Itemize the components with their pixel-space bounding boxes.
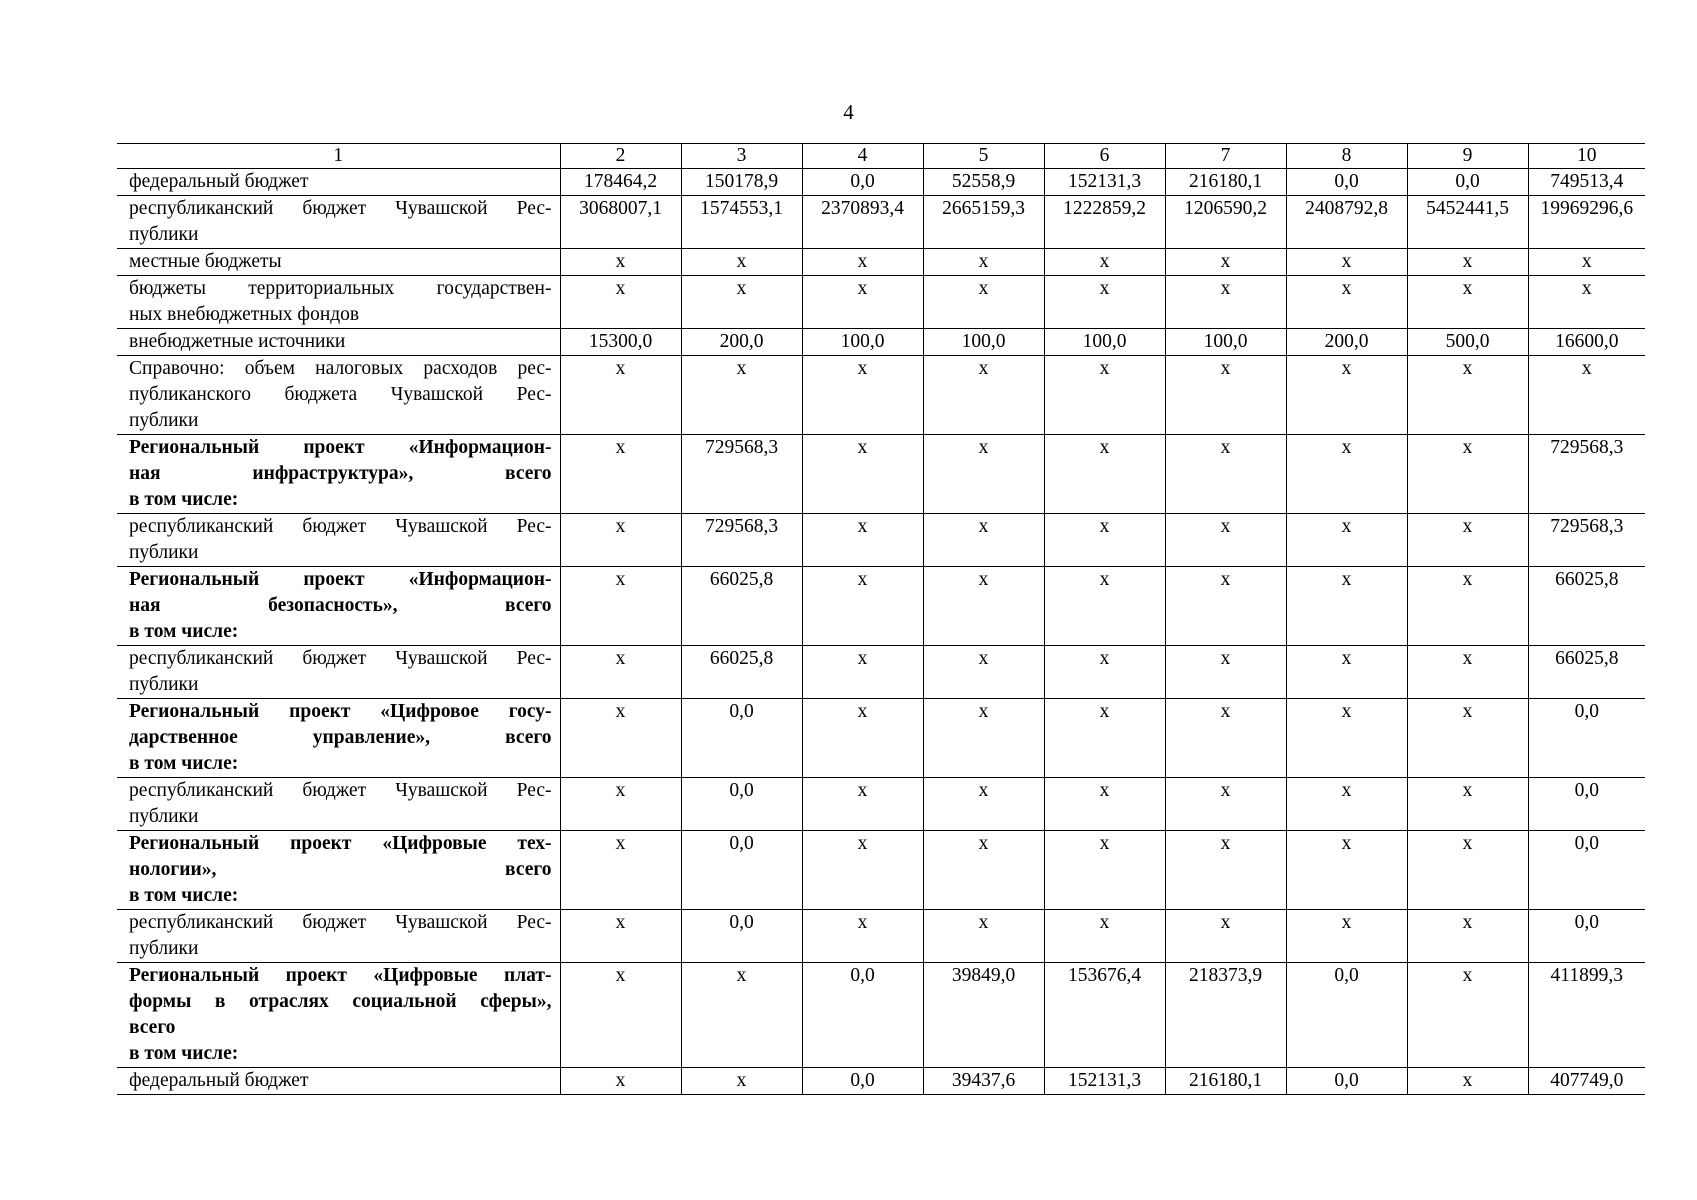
cell-col-6: 100,0	[1044, 329, 1165, 356]
cell-col-3: 66025,8	[681, 646, 802, 699]
table-row	[117, 646, 1645, 699]
cell-col-2: x	[560, 276, 681, 329]
row-label-line: бюджеты территориальных государствен-	[129, 278, 552, 299]
cell-col-5: x	[923, 435, 1044, 514]
cell-col-2: 3068007,1	[560, 196, 681, 249]
cell-col-8: x	[1286, 778, 1407, 831]
cell-col-6: x	[1044, 356, 1165, 435]
row-label-line: Региональный проект «Информацион-	[129, 569, 552, 590]
column-header-3: 3	[681, 144, 802, 169]
table-row	[117, 196, 1645, 249]
cell-col-6: x	[1044, 778, 1165, 831]
cell-col-6: x	[1044, 249, 1165, 276]
cell-col-9: x	[1407, 514, 1528, 567]
row-label	[117, 169, 560, 196]
cell-col-7: 216180,1	[1165, 169, 1286, 196]
cell-col-5: x	[923, 699, 1044, 778]
cell-col-6: 1222859,2	[1044, 196, 1165, 249]
cell-col-3: 0,0	[681, 699, 802, 778]
cell-col-2: x	[560, 646, 681, 699]
cell-col-8: x	[1286, 910, 1407, 963]
table-row	[117, 435, 1645, 514]
cell-col-7: x	[1165, 831, 1286, 910]
cell-col-8: 2408792,8	[1286, 196, 1407, 249]
row-label-line: Региональный проект «Информацион-	[129, 437, 552, 458]
cell-col-10: 411899,3	[1528, 963, 1645, 1068]
row-label	[117, 963, 560, 1068]
row-label-line: формы в отраслях социальной сферы»,	[129, 991, 552, 1012]
cell-col-2: 15300,0	[560, 329, 681, 356]
cell-col-10: x	[1528, 249, 1645, 276]
cell-col-9: x	[1407, 910, 1528, 963]
cell-col-10: 0,0	[1528, 910, 1645, 963]
column-header-10: 10	[1528, 144, 1645, 169]
cell-col-10: 749513,4	[1528, 169, 1645, 196]
row-label-line: публики	[129, 674, 199, 695]
row-label-line: в том числе:	[129, 753, 239, 774]
cell-col-4: x	[802, 778, 923, 831]
cell-col-7: 216180,1	[1165, 1068, 1286, 1095]
cell-col-7: x	[1165, 646, 1286, 699]
cell-col-2: x	[560, 831, 681, 910]
cell-col-3: x	[681, 963, 802, 1068]
cell-col-9: x	[1407, 435, 1528, 514]
table-body	[117, 144, 1645, 1095]
table-row	[117, 778, 1645, 831]
cell-col-7: 100,0	[1165, 329, 1286, 356]
cell-col-10: x	[1528, 356, 1645, 435]
row-label-line: ная инфраструктура», всего	[129, 463, 552, 484]
row-label	[117, 699, 560, 778]
row-label	[117, 910, 560, 963]
cell-col-3: 0,0	[681, 831, 802, 910]
cell-col-9: 5452441,5	[1407, 196, 1528, 249]
cell-col-2: 178464,2	[560, 169, 681, 196]
cell-col-5: x	[923, 276, 1044, 329]
cell-col-2: x	[560, 567, 681, 646]
cell-col-2: x	[560, 435, 681, 514]
row-label-line: публики	[129, 410, 199, 431]
cell-col-10: 729568,3	[1528, 435, 1645, 514]
column-header-8: 8	[1286, 144, 1407, 169]
cell-col-8: 0,0	[1286, 963, 1407, 1068]
row-label-line: публики	[129, 938, 199, 959]
cell-col-4: x	[802, 435, 923, 514]
table-row	[117, 1068, 1645, 1095]
cell-col-6: x	[1044, 699, 1165, 778]
row-label-line: в том числе:	[129, 1043, 239, 1064]
row-label	[117, 778, 560, 831]
row-label-line: всего	[129, 1017, 176, 1038]
cell-col-8: 0,0	[1286, 1068, 1407, 1095]
cell-col-5: x	[923, 356, 1044, 435]
row-label-line: публиканского бюджета Чувашской Рес-	[129, 384, 552, 405]
cell-col-10: 66025,8	[1528, 646, 1645, 699]
row-label-line: публики	[129, 224, 199, 245]
table-row	[117, 567, 1645, 646]
row-label	[117, 435, 560, 514]
column-header-6: 6	[1044, 144, 1165, 169]
cell-col-9: 0,0	[1407, 169, 1528, 196]
cell-col-2: x	[560, 514, 681, 567]
cell-col-6: 153676,4	[1044, 963, 1165, 1068]
cell-col-4: x	[802, 276, 923, 329]
cell-col-8: x	[1286, 276, 1407, 329]
cell-col-4: 0,0	[802, 169, 923, 196]
column-header-2: 2	[560, 144, 681, 169]
cell-col-9: x	[1407, 276, 1528, 329]
row-label-line: республиканский бюджет Чувашской Рес-	[129, 912, 552, 933]
cell-col-2: x	[560, 778, 681, 831]
cell-col-5: x	[923, 567, 1044, 646]
table-row	[117, 276, 1645, 329]
cell-col-8: x	[1286, 646, 1407, 699]
row-label-line: публики	[129, 806, 199, 827]
cell-col-10: 0,0	[1528, 778, 1645, 831]
cell-col-2: x	[560, 356, 681, 435]
table-row	[117, 356, 1645, 435]
cell-col-8: 200,0	[1286, 329, 1407, 356]
cell-col-4: x	[802, 514, 923, 567]
table-row	[117, 249, 1645, 276]
cell-col-5: x	[923, 249, 1044, 276]
row-label	[117, 356, 560, 435]
row-label-line: Справочно: объем налоговых расходов рес-	[129, 358, 552, 379]
row-label-line: местные бюджеты	[129, 251, 282, 272]
cell-col-5: 39437,6	[923, 1068, 1044, 1095]
cell-col-4: x	[802, 356, 923, 435]
table-row	[117, 329, 1645, 356]
cell-col-3: x	[681, 276, 802, 329]
row-label-line: ных внебюджетных фондов	[129, 304, 360, 325]
cell-col-5: 52558,9	[923, 169, 1044, 196]
cell-col-10: x	[1528, 276, 1645, 329]
row-label-line: республиканский бюджет Чувашской Рес-	[129, 198, 552, 219]
cell-col-7: x	[1165, 356, 1286, 435]
cell-col-4: x	[802, 567, 923, 646]
cell-col-5: 100,0	[923, 329, 1044, 356]
cell-col-6: x	[1044, 646, 1165, 699]
cell-col-2: x	[560, 963, 681, 1068]
cell-col-3: 729568,3	[681, 435, 802, 514]
row-label	[117, 329, 560, 356]
cell-col-10: 16600,0	[1528, 329, 1645, 356]
cell-col-6: x	[1044, 514, 1165, 567]
row-label-line: нологии», всего	[129, 859, 552, 880]
cell-col-5: x	[923, 910, 1044, 963]
row-label	[117, 276, 560, 329]
cell-col-8: x	[1286, 699, 1407, 778]
budget-table	[117, 143, 1645, 1095]
cell-col-5: x	[923, 778, 1044, 831]
cell-col-3: 1574553,1	[681, 196, 802, 249]
cell-col-9: x	[1407, 1068, 1528, 1095]
cell-col-4: 0,0	[802, 963, 923, 1068]
cell-col-4: 0,0	[802, 1068, 923, 1095]
table-row	[117, 910, 1645, 963]
cell-col-7: 1206590,2	[1165, 196, 1286, 249]
cell-col-10: 0,0	[1528, 699, 1645, 778]
cell-col-10: 66025,8	[1528, 567, 1645, 646]
cell-col-4: 2370893,4	[802, 196, 923, 249]
cell-col-6: x	[1044, 567, 1165, 646]
row-label-line: Региональный проект «Цифровое госу-	[129, 701, 552, 722]
cell-col-9: 500,0	[1407, 329, 1528, 356]
row-label-line: республиканский бюджет Чувашской Рес-	[129, 516, 552, 537]
cell-col-4: x	[802, 831, 923, 910]
row-label	[117, 567, 560, 646]
cell-col-3: x	[681, 1068, 802, 1095]
row-label	[117, 831, 560, 910]
cell-col-9: x	[1407, 356, 1528, 435]
cell-col-5: x	[923, 646, 1044, 699]
row-label-line: дарственное управление», всего	[129, 727, 552, 748]
row-label-line: федеральный бюджет	[129, 1070, 309, 1091]
row-label-line: Региональный проект «Цифровые тех-	[129, 833, 552, 854]
cell-col-8: x	[1286, 249, 1407, 276]
cell-col-5: 39849,0	[923, 963, 1044, 1068]
cell-col-7: x	[1165, 778, 1286, 831]
cell-col-6: 152131,3	[1044, 169, 1165, 196]
column-header-1: 1	[117, 144, 560, 169]
row-label-line: в том числе:	[129, 885, 239, 906]
cell-col-6: x	[1044, 831, 1165, 910]
table-row	[117, 699, 1645, 778]
cell-col-5: x	[923, 514, 1044, 567]
cell-col-9: x	[1407, 699, 1528, 778]
cell-col-8: x	[1286, 435, 1407, 514]
cell-col-3: 0,0	[681, 910, 802, 963]
cell-col-7: x	[1165, 276, 1286, 329]
cell-col-3: 729568,3	[681, 514, 802, 567]
cell-col-2: x	[560, 1068, 681, 1095]
row-label	[117, 514, 560, 567]
row-label-line: Региональный проект «Цифровые плат-	[129, 965, 552, 986]
cell-col-7: x	[1165, 435, 1286, 514]
table-header-row	[117, 144, 1645, 169]
cell-col-3: x	[681, 249, 802, 276]
cell-col-8: x	[1286, 831, 1407, 910]
cell-col-8: x	[1286, 514, 1407, 567]
row-label-line: публики	[129, 542, 199, 563]
cell-col-8: 0,0	[1286, 169, 1407, 196]
cell-col-7: x	[1165, 249, 1286, 276]
row-label-line: республиканский бюджет Чувашской Рес-	[129, 648, 552, 669]
cell-col-10: 0,0	[1528, 831, 1645, 910]
row-label-line: в том числе:	[129, 621, 239, 642]
row-label	[117, 646, 560, 699]
cell-col-5: 2665159,3	[923, 196, 1044, 249]
row-label-line: внебюджетные источники	[129, 331, 346, 352]
cell-col-7: x	[1165, 699, 1286, 778]
cell-col-9: x	[1407, 963, 1528, 1068]
row-label	[117, 1068, 560, 1095]
cell-col-2: x	[560, 699, 681, 778]
cell-col-7: 218373,9	[1165, 963, 1286, 1068]
cell-col-9: x	[1407, 778, 1528, 831]
cell-col-10: 407749,0	[1528, 1068, 1645, 1095]
table-row	[117, 831, 1645, 910]
cell-col-4: 100,0	[802, 329, 923, 356]
cell-col-7: x	[1165, 514, 1286, 567]
row-label-line: республиканский бюджет Чувашской Рес-	[129, 780, 552, 801]
cell-col-8: x	[1286, 567, 1407, 646]
cell-col-3: 66025,8	[681, 567, 802, 646]
column-header-4: 4	[802, 144, 923, 169]
cell-col-4: x	[802, 910, 923, 963]
cell-col-5: x	[923, 831, 1044, 910]
column-header-7: 7	[1165, 144, 1286, 169]
cell-col-4: x	[802, 699, 923, 778]
cell-col-6: x	[1044, 910, 1165, 963]
cell-col-8: x	[1286, 356, 1407, 435]
cell-col-2: x	[560, 249, 681, 276]
cell-col-9: x	[1407, 249, 1528, 276]
cell-col-6: x	[1044, 276, 1165, 329]
cell-col-4: x	[802, 646, 923, 699]
cell-col-10: 19969296,6	[1528, 196, 1645, 249]
row-label	[117, 196, 560, 249]
row-label-line: федеральный бюджет	[129, 171, 309, 192]
row-label-line: ная безопасность», всего	[129, 595, 552, 616]
column-header-9: 9	[1407, 144, 1528, 169]
cell-col-6: 152131,3	[1044, 1068, 1165, 1095]
cell-col-7: x	[1165, 910, 1286, 963]
cell-col-9: x	[1407, 831, 1528, 910]
row-label-line: в том числе:	[129, 489, 239, 510]
cell-col-3: 200,0	[681, 329, 802, 356]
cell-col-3: 0,0	[681, 778, 802, 831]
cell-col-9: x	[1407, 646, 1528, 699]
table-row	[117, 963, 1645, 1068]
column-header-5: 5	[923, 144, 1044, 169]
cell-col-4: x	[802, 249, 923, 276]
cell-col-10: 729568,3	[1528, 514, 1645, 567]
row-label	[117, 249, 560, 276]
table-row	[117, 169, 1645, 196]
cell-col-2: x	[560, 910, 681, 963]
table-row	[117, 514, 1645, 567]
cell-col-9: x	[1407, 567, 1528, 646]
cell-col-3: 150178,9	[681, 169, 802, 196]
cell-col-7: x	[1165, 567, 1286, 646]
cell-col-3: x	[681, 356, 802, 435]
cell-col-6: x	[1044, 435, 1165, 514]
page-number: 4	[843, 100, 854, 124]
